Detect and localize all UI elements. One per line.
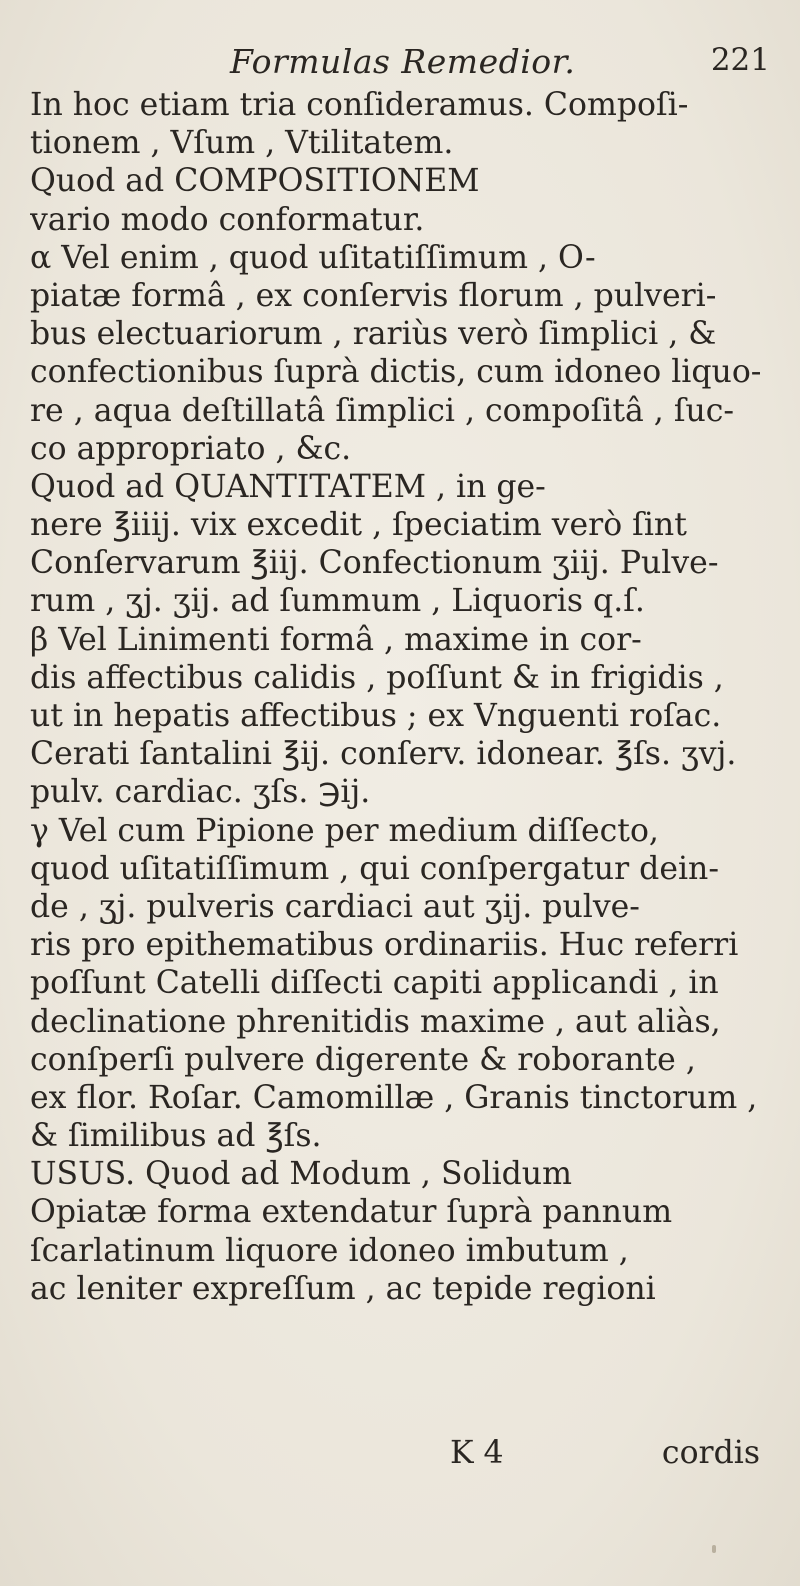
text-line: re , aqua deſtillatâ ſimplici , compoſitâ , ſuc- [30,392,735,429]
text-line: ut in hepatis affectibus ; ex Vnguenti roſac. [30,698,722,734]
text-line: Conſervarum ℥iij. Confectionum ʒiij. Pulve- [30,545,719,582]
catchword: cordis [661,1435,760,1471]
text-line: ac leniter expreſſum , ac tepide regioni [30,1270,656,1307]
body-text [30,86,770,1308]
text-line: γ Vel cum Pipione per medium diſſecto, [30,812,659,849]
text-line: In hoc etiam tria conſideramus. Compoſi- [30,87,689,123]
text-line: rum , ʒj. ʒij. ad ſummum , Liquoris q.ſ. [30,583,645,620]
text-line: Quod ad COMPOSITIONEM [30,163,480,200]
text-line: confectionibus ſuprà dictis, cum idoneo liquo- [30,354,762,391]
page-header [30,42,770,92]
running-head: Formulas Remedior. [230,42,576,81]
text-line: vario modo conformatur. [30,201,425,238]
text-line: ſcarlatinum liquore idoneo imbutum , [30,1232,629,1269]
text-line: poſſunt Catelli diſſecti capiti applicandi , in [30,965,719,1002]
signature-mark: K 4 [450,1435,504,1471]
text-line: de , ʒj. pulveris cardiaci aut ʒij. pulve- [30,888,640,925]
text-line: Opiatæ forma extendatur ſuprà pannum [30,1194,673,1231]
text-line: piatæ formâ , ex conſervis florum , pulveri- [30,277,717,314]
text-line: ris pro epithematibus ordinariis. Huc referri [30,927,739,964]
text-line: quod uſitatiſſimum , qui conſpergatur dein- [30,850,719,887]
text-line: dis affectibus calidis , poſſunt & in frigidis , [30,659,724,696]
text-line: ex flor. Roſar. Camomillæ , Granis tinctorum , [30,1079,758,1116]
text-line: USUS. Quod ad Modum , Solidum [30,1156,572,1193]
text-line: Quod ad QUANTITATEM , in ge- [30,468,546,505]
text-line: declinatione phrenitidis maxime , aut aliàs, [30,1003,721,1040]
text-line: Cerati ſantalini ℥ij. conſerv. idonear. ℥ſs. ʒvj. [30,736,737,773]
page-number: 221 [710,42,770,78]
text-line: nere ℥iiij. vix excedit , ſpeciatim verò ſint [30,507,687,544]
text-line: bus electuariorum , rariùs verò ſimplici , & [30,316,717,353]
page-footer [30,1435,770,1479]
text-line: pulv. cardiac. ʒſs. ℈ij. [30,774,371,811]
text-line: & ſimilibus ad ℥ſs. [30,1118,322,1155]
paper-spot [712,1545,716,1553]
text-line: co appropriato , &c. [30,430,352,467]
text-line: α Vel enim , quod uſitatiſſimum , O- [30,239,596,276]
text-line: conſperſi pulvere digerente & roborante , [30,1041,696,1078]
text-line: tionem , Vſum , Vtilitatem. [30,125,454,162]
text-line: β Vel Linimenti formâ , maxime in cor- [30,621,642,658]
